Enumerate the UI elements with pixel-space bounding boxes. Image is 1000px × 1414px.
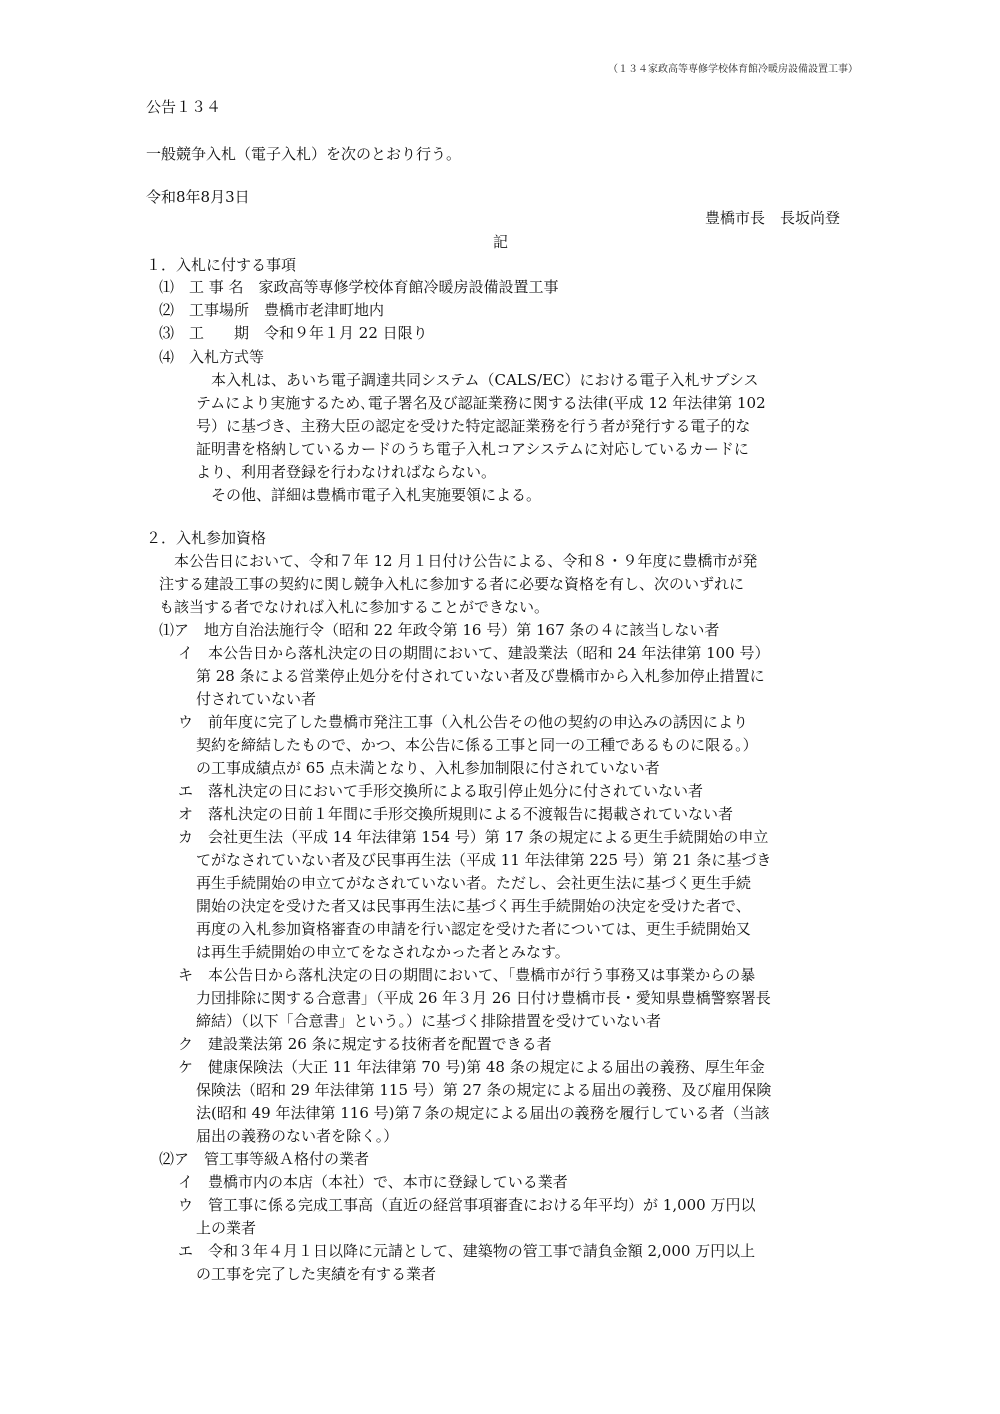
section-2-intro-line: 本公告日において、令和７年 12 月１日付け公告による、令和８・９年度に豊橋市が発 bbox=[159, 552, 758, 570]
req-1-u-cont: の工事成績点が 65 点未満となり、入札参加制限に付されていない者 bbox=[196, 759, 660, 777]
req-1-ki-cont: 締結）（以下「合意書」という。）に基づく排除措置を受けていない者 bbox=[196, 1012, 662, 1030]
req-1-o: オ 落札決定の日前１年間に手形交換所規則による不渡報告に掲載されていない者 bbox=[178, 805, 734, 823]
section-2-intro-line: 注する建設工事の契約に関し競争入札に参加する者に必要な資格を有し、次のいずれに bbox=[159, 575, 745, 593]
req-1-ke-cont: 法(昭和 49 年法律第 116 号)第７条の規定による届出の義務を履行している者（当該 bbox=[196, 1104, 770, 1122]
record-heading: 記 bbox=[493, 233, 509, 251]
section-2-intro-line: も該当する者でなければ入札に参加することができない。 bbox=[159, 598, 550, 616]
req-2-i: イ 豊橋市内の本店（本社）で、本市に登録している業者 bbox=[178, 1173, 568, 1191]
req-1-ka-cont: は再生手続開始の申立てをなされなかった者とみなす。 bbox=[196, 943, 570, 961]
section-1-para-line: より、利用者登録を行わなければならない。 bbox=[196, 463, 497, 481]
section-1-para-line: 本入札は、あいち電子調達共同システム（CALS/EC）における電子入札サブシス bbox=[196, 371, 759, 389]
notice-date: 令和8年8月3日 bbox=[146, 188, 250, 206]
req-1-i: イ 本公告日から落札決定の日の期間において、建設業法（昭和 24 年法律第 100 号） bbox=[178, 644, 770, 662]
req-2-u: ウ 管工事に係る完成工事高（直近の経営事項審査における年平均）が 1,000 万円以 bbox=[178, 1196, 756, 1214]
req-2-e-cont: の工事を完了した実績を有する業者 bbox=[196, 1265, 437, 1283]
section-1-item-3: ⑶ 工 期 令和９年１月 22 日限り bbox=[159, 324, 428, 342]
req-1-ke-cont: 届出の義務のない者を除く。） bbox=[196, 1127, 399, 1145]
section-1-heading: １．入札に付する事項 bbox=[146, 256, 297, 274]
section-2-heading: ２．入札参加資格 bbox=[146, 529, 267, 547]
req-1-ka-cont: 再生手続開始の申立てがなされていない者。ただし、会社更生法に基づく更生手続 bbox=[196, 874, 752, 892]
req-1-u: ウ 前年度に完了した豊橋市発注工事（入札公告その他の契約の申込みの誘因により bbox=[178, 713, 749, 731]
req-2-a: ⑵ア 管工事等級Ａ格付の業者 bbox=[159, 1150, 370, 1168]
req-1-u-cont: 契約を締結したもので、かつ、本公告に係る工事と同一の工種であるものに限る。） bbox=[196, 736, 758, 754]
req-1-ka-cont: 開始の決定を受けた者又は民事再生法に基づく再生手続開始の決定を受けた者で、 bbox=[196, 897, 751, 915]
section-1-para-line: 証明書を格納しているカードのうち電子入札コアシステムに対応しているカードに bbox=[196, 440, 749, 458]
issuer: 豊橋市長 長坂尚登 bbox=[704, 209, 840, 227]
req-1-e: エ 落札決定の日において手形交換所による取引停止処分に付されていない者 bbox=[178, 782, 704, 800]
section-1-item-2: ⑵ 工事場所 豊橋市老津町地内 bbox=[159, 301, 385, 319]
req-1-ke: ケ 健康保険法（大正 11 年法律第 70 号)第 48 条の規定による届出の義務、厚生年金 bbox=[178, 1058, 765, 1076]
header-note: （１３４家政高等専修学校体育館冷暖房設備設置工事） bbox=[608, 64, 858, 75]
req-1-ki-cont: 力団排除に関する合意書」（平成 26 年３月 26 日付け豊橋市長・愛知県豊橋警察署長 bbox=[196, 989, 771, 1007]
req-1-i-cont: 第 28 条による営業停止処分を付されていない者及び豊橋市から入札参加停止措置に bbox=[196, 667, 765, 685]
req-1-ka-cont: てがなされていない者及び民事再生法（平成 11 年法律第 225 号）第 21 条に基づき bbox=[196, 851, 772, 869]
req-1-i-cont: 付されていない者 bbox=[196, 690, 317, 708]
section-1-para-line: テムにより実施するため､電子署名及び認証業務に関する法律(平成 12 年法律第 102 bbox=[196, 394, 766, 412]
section-1-para-line: 号）に基づき、主務大臣の認定を受けた特定認証業務を行う者が発行する電子的な bbox=[196, 417, 751, 435]
notice-number: 公告１３４ bbox=[146, 98, 222, 116]
section-1-para-line: その他、詳細は豊橋市電子入札実施要領による。 bbox=[196, 486, 542, 504]
notice-intro: 一般競争入札（電子入札）を次のとおり行う。 bbox=[146, 145, 462, 163]
req-2-u-cont: 上の業者 bbox=[196, 1219, 257, 1237]
req-1-ku: ク 建設業法第 26 条に規定する技術者を配置できる者 bbox=[178, 1035, 552, 1053]
req-2-e: エ 令和３年４月１日以降に元請として、建築物の管工事で請負金額 2,000 万円以上 bbox=[178, 1242, 756, 1260]
req-1-ki: キ 本公告日から落札決定の日の期間において、「豊橋市が行う事務又は事業からの暴 bbox=[178, 966, 756, 984]
req-1-ka: カ 会社更生法（平成 14 年法律第 154 号）第 17 条の規定による更生手続開始の申立 bbox=[178, 828, 769, 846]
section-1-item-4: ⑷ 入札方式等 bbox=[159, 348, 265, 366]
req-1-a: ⑴ア 地方自治法施行令（昭和 22 年政令第 16 号）第 167 条の４に該当しない者 bbox=[159, 621, 720, 639]
section-1-item-1: ⑴ 工 事 名 家政高等専修学校体育館冷暖房設備設置工事 bbox=[159, 278, 559, 296]
req-1-ke-cont: 保険法（昭和 29 年法律第 115 号）第 27 条の規定による届出の義務、及び雇用保険 bbox=[196, 1081, 772, 1099]
req-1-ka-cont: 再度の入札参加資格審査の申請を行い認定を受けた者については、更生手続開始又 bbox=[196, 920, 751, 938]
